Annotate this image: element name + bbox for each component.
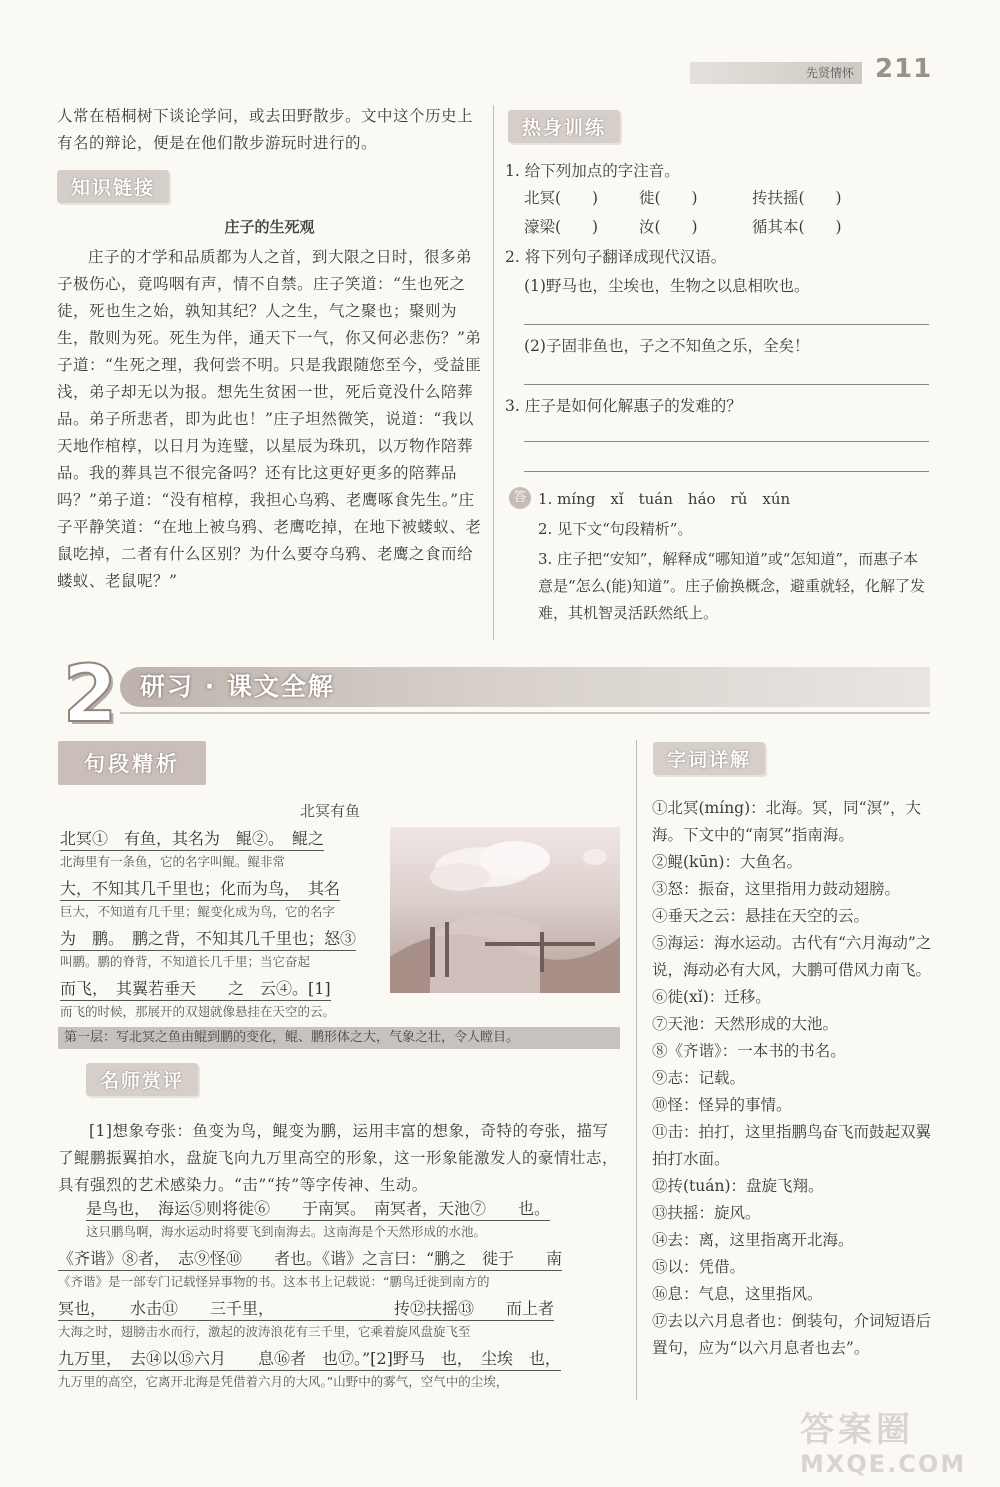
answer-badge-icon: 答 <box>509 487 531 509</box>
question-2: 2. 将下列句子翻译成现代汉语。 <box>505 248 727 266</box>
answer-line <box>524 384 929 385</box>
teacher-comment: [1]想象夸张：鱼变为鸟，鲲变为鹏，运用丰富的想象，奇特的夸张，描写了鲲鹏振翼拍水，盘旋飞向九万里高空的形象，这一形象能激发人的豪情壮志，具有强烈的艺术感染力。“击”“抟”等字传神、生动。 <box>58 1122 619 1194</box>
glossary-item: ①北冥(míng)：北海。冥，同“溟”，大海。下文中的“南冥”指南海。 <box>652 799 922 844</box>
warmup-label: 热身训练 <box>508 110 620 143</box>
section-title: 研习 · 课文全解 <box>140 672 335 701</box>
watermark-logo <box>800 1410 990 1480</box>
classical-text-block-1 <box>60 828 390 1028</box>
section-banner-underline <box>120 712 930 714</box>
original-line: 冥也， 水击⑪ 三千里， 抟⑫扶摇⑬ 而上者 <box>58 1298 554 1321</box>
intro-paragraph: 人常在梧桐树下谈论学问，或去田野散步。文中这个历史上有名的辩论，便是在他们散步游玩时进行的。 <box>57 107 474 152</box>
glossary-item: ⑯息：气息，这里指风。 <box>652 1285 823 1303</box>
original-line: 为 鹏。 鹏之背，不知其几千里也；怒③ <box>60 928 356 951</box>
question-2-1: (1)野马也，尘埃也，生物之以息相吹也。 <box>524 277 810 295</box>
original-line: 九万里， 去⑭以⑮六月 息⑯者 也⑰。”[2]野马 也， 尘埃 也， <box>58 1348 561 1371</box>
answer-1: 1. míng xǐ tuán háo rǔ xún <box>538 490 791 508</box>
translation-line: 而飞的时候，那展开的双翅就像悬挂在天空的云。 <box>60 1004 336 1019</box>
teacher-comment-label: 名师赏评 <box>86 1063 198 1096</box>
text-line-pair <box>58 1348 626 1398</box>
page-number: 211 <box>875 54 933 84</box>
glossary-item: ③怒：振奋，这里指用力鼓动翅膀。 <box>652 880 901 898</box>
section-number: 2 <box>62 650 118 740</box>
question-3: 3. 庄子是如何化解惠子的发难的？ <box>505 397 742 415</box>
analysis-tag <box>58 741 206 785</box>
knowledge-link-tag <box>57 170 169 203</box>
knowledge-link-label: 知识链接 <box>57 170 169 203</box>
text-line-pair <box>58 1248 626 1298</box>
answer-line <box>524 471 929 472</box>
q1-item: 濠梁( ) <box>524 218 599 236</box>
translation-line: 叫鹏。鹏的脊背，不知道长几千里；当它奋起 <box>60 954 311 969</box>
original-line: 大，不知其几千里也；化而为鸟， 其名 <box>60 878 340 901</box>
q1-item: 抟扶摇( ) <box>752 189 842 207</box>
glossary-list <box>652 795 934 1362</box>
teacher-comment-tag <box>86 1063 198 1096</box>
glossary-item: ⑨志：记载。 <box>652 1069 746 1087</box>
answer-2: 2. 见下文“句段精析”。 <box>538 520 693 538</box>
q1-item: 北冥( ) <box>524 189 599 207</box>
original-line: 北冥① 有鱼，其名为 鲲②。 鲲之 <box>60 828 324 851</box>
article-body: 庄子的才学和品质都为人之首，到大限之日时，很多弟子极伤心，竟呜咽有声，情不自禁。庄子笑道：“生也死之徒，死也生之始，孰知其纪？人之生，气之聚也；聚则为生，散则为死。死生为伴，通天下一气，你又何必悲伤？”弟子道：“生死之理，我何尝不明。只是我跟随您至今，受益匪浅，弟子却无以为报。想先生贫困一世，死后竟没什么陪葬品。弟子所悲者，即为此也！”庄子坦然微笑，说道：“我以天地作棺椁，以日月为连璧，以星辰为珠玑，以万物作陪葬品。我的葬具岂不很完备吗？还有比这更好更多的陪葬品吗？”弟子道：“没有棺椁，我担心乌鸦、老鹰啄食先生。”庄子平静笑道：“在地上被乌鸦、老鹰吃掉，在地下被蝼蚁、老鼠吃掉，二者有什么区别？为什么要夺乌鸦、老鹰之食而给蝼蚁、老鼠呢？” <box>57 248 482 590</box>
glossary-item: ⑩怪：怪异的事情。 <box>652 1096 792 1114</box>
translation-line: 《齐谐》是一部专门记载怪异事物的书。这本书上记载说：“鹏鸟迁徙到南方的 <box>58 1274 490 1289</box>
text-title: 北冥有鱼 <box>300 802 361 820</box>
translation-line: 北海里有一条鱼，它的名字叫鲲。鲲非常 <box>60 854 286 869</box>
column-divider <box>493 105 494 640</box>
translation-line: 大海之时，翅膀击水而行，激起的波涛浪花有三千里，它乘着旋风盘旋飞至 <box>58 1324 471 1339</box>
question-2-2: (2)子固非鱼也，子之不知鱼之乐，全矣！ <box>524 337 810 355</box>
glossary-item: ⑧《齐谐》：一本书的书名。 <box>652 1042 846 1060</box>
glossary-item: ②鲲(kūn)：大鱼名。 <box>652 853 802 871</box>
answer-line <box>524 324 929 325</box>
question-1: 1. 给下列加点的字注音。 <box>505 162 680 180</box>
classical-text-block-2 <box>58 1198 626 1398</box>
column-divider <box>636 740 637 1400</box>
original-line: 《齐谐》⑧者， 志⑨怪⑩ 者也。《谐》之言曰：“鹏之 徙于 南 <box>58 1248 562 1271</box>
translation-line: 巨大，不知道有几千里；鲲变化成为鸟，它的名字 <box>60 904 336 919</box>
layer-summary: 第一层：写北冥之鱼由鲲到鹏的变化，鲲、鹏形体之大，气象之壮，令人瞠目。 <box>58 1027 620 1049</box>
answer-3: 3. 庄子把“安知”，解释成“哪知道”或“怎知道”，而惠子本意是“怎么(能)知道”。庄子偷换概念，避重就轻，化解了发难，其机智灵活跃然纸上。 <box>538 550 926 622</box>
q1-item: 徙( ) <box>639 189 698 207</box>
glossary-tag <box>653 742 765 775</box>
glossary-item: ⑭去：离，这里指离开北海。 <box>652 1231 854 1249</box>
kunpeng-illustration <box>390 827 620 993</box>
text-line-pair <box>60 978 390 1028</box>
glossary-item: ⑫抟(tuán)：盘旋飞翔。 <box>652 1177 824 1195</box>
text-line-pair <box>60 828 390 878</box>
original-line: 而飞， 其翼若垂天 之 云④。[1] <box>60 978 331 1001</box>
watermark-bottom: MXQE.COM <box>800 1450 967 1478</box>
analysis-label: 句段精析 <box>58 741 206 785</box>
glossary-item: ⑮以：凭借。 <box>652 1258 746 1276</box>
answer-line <box>524 441 929 442</box>
glossary-item: ⑪击：拍打，这里指鹏鸟奋飞而鼓起双翼拍打水面。 <box>652 1123 932 1168</box>
q1-item: 汝( ) <box>639 218 698 236</box>
glossary-item: ④垂天之云：悬挂在天空的云。 <box>652 907 870 925</box>
translation-line: 九万里的高空，它离开北海是凭借着六月的大风。”山野中的雾气，空气中的尘埃， <box>58 1374 509 1389</box>
text-line-pair <box>58 1298 626 1348</box>
glossary-item: ⑤海运：海水运动。古代有“六月海动”之说，海动必有大风，大鹏可借风力南飞。 <box>652 934 932 979</box>
watermark-top: 答案圈 <box>800 1410 914 1450</box>
glossary-item: ⑰去以六月息者也：倒装句，介词短语后置句，应为“以六月息者也去”。 <box>652 1312 932 1357</box>
glossary-item: ⑥徙(xǐ)：迁移。 <box>652 988 771 1006</box>
text-line-pair <box>60 928 390 978</box>
original-line: 是鸟也， 海运⑤则将徙⑥ 于南冥。 南冥者，天池⑦ 也。 <box>86 1198 550 1221</box>
q1-item: 循其本( ) <box>752 218 842 236</box>
glossary-label: 字词详解 <box>653 742 765 775</box>
q1-row-2 <box>524 212 934 242</box>
header-section-label: 先贤情怀 <box>690 62 862 84</box>
text-line-pair <box>86 1198 626 1248</box>
glossary-item: ⑦天池：天然形成的大池。 <box>652 1015 839 1033</box>
text-line-pair <box>60 878 390 928</box>
glossary-item: ⑬扶摇：旋风。 <box>652 1204 761 1222</box>
warmup-tag <box>508 110 620 143</box>
translation-line: 这只鹏鸟啊，海水运动时将要飞到南海去。这南海是个天然形成的水池。 <box>86 1224 487 1239</box>
q1-row-1 <box>524 183 934 213</box>
article-title: 庄子的生死观 <box>224 218 315 236</box>
